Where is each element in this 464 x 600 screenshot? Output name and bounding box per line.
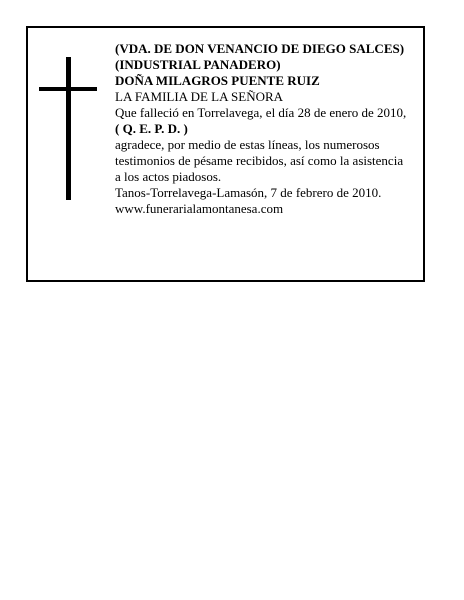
thanks-line-1: agradece, por medio de estas líneas, los numerosos bbox=[115, 137, 380, 152]
occupation-line: (INDUSTRIAL PANADERO) bbox=[115, 57, 281, 72]
deceased-name: DOÑA MILAGROS PUENTE RUIZ bbox=[115, 73, 320, 88]
thanks-line-3: a los actos piadosos. bbox=[115, 169, 222, 184]
cross-horizontal-bar bbox=[39, 87, 97, 91]
obituary-notice bbox=[26, 26, 425, 282]
notice-text bbox=[115, 41, 425, 217]
widow-of-line: (VDA. DE DON VENANCIO DE DIEGO SALCES) bbox=[115, 41, 405, 56]
thanks-line-2: testimonios de pésame recibidos, así como la asistencia bbox=[115, 153, 404, 168]
cross-vertical-bar bbox=[66, 57, 71, 200]
death-info-line: Que falleció en Torrelavega, el día 28 de enero de 2010, bbox=[115, 105, 407, 120]
family-line: LA FAMILIA DE LA SEÑORA bbox=[115, 89, 284, 104]
website-line: www.funerarialamontanesa.com bbox=[115, 201, 284, 216]
place-date-line: Tanos-Torrelavega-Lamasón, 7 de febrero de 2010. bbox=[115, 185, 382, 200]
qepd-line: ( Q. E. P. D. ) bbox=[115, 121, 188, 136]
